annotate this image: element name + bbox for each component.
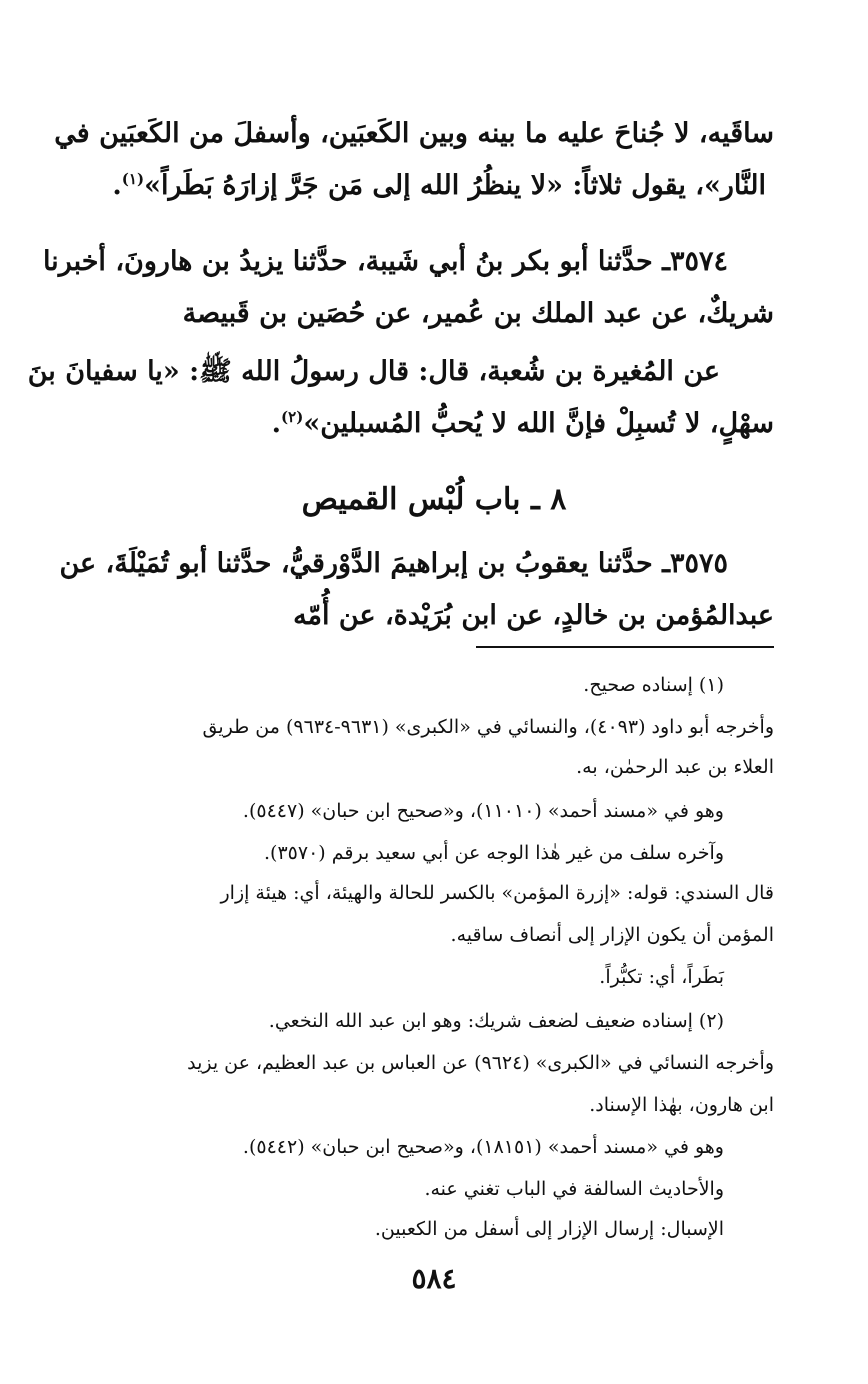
paragraph-hadith-3575 [58, 538, 774, 642]
text-line: شريكٌ، عن عبد الملك بن عُمير، عن حُصَين بن قَبيصة [182, 298, 774, 329]
footnote-marker: (٢) [281, 408, 304, 426]
footnote-line: وأخرجه أبو داود (٤٠٩٣)، والنسائي في «الكبرى» (٩٦٣١-٩٦٣٤) من طريق [202, 716, 774, 738]
page-number: ٥٨٤ [411, 1262, 457, 1295]
footnote-line: وأخرجه النسائي في «الكبرى» (٩٦٢٤) عن العباس بن عبد العظيم، عن يزيد [187, 1052, 774, 1074]
footnote-line: وآخره سلف من غير هٰذا الوجه عن أبي سعيد برقم (٣٥٧٠). [264, 842, 724, 864]
footnote-line: والأحاديث السالفة في الباب تغني عنه. [424, 1178, 724, 1200]
footnote-line: الإسبال: إرسال الإزار إلى أسفل من الكعبين. [374, 1218, 724, 1240]
footnote-line: المؤمن أن يكون الإزار إلى أنصاف ساقيه. [450, 924, 774, 946]
chapter-heading: ٨ ـ باب لُبْس القميص [301, 482, 567, 517]
footnote-line: وهو في «مسند أحمد» (١٨١٥١)، و«صحيح ابن حبان» (٥٤٤٢). [242, 1136, 724, 1158]
footnote-marker: (١) [121, 170, 145, 188]
footnote-line: ابن هارون، بهٰذا الإسناد. [589, 1094, 774, 1116]
footnote-line: بَطَراً، أي: تكبُّراً. [599, 966, 724, 988]
footnote-line: العلاء بن عبد الرحمٰن، به. [576, 756, 774, 778]
text-line: عن المُغيرة بن شُعبة، قال: قال رسولُ الله ﷺ: «يا سفيانَ بنَ [27, 356, 720, 387]
text-segment: . [112, 170, 122, 201]
footnote-line: (١) إسناده صحيح. [583, 674, 724, 696]
footnote-line: وهو في «مسند أحمد» (١١٠١٠)، و«صحيح ابن حبان» (٥٤٤٧). [242, 800, 724, 822]
text-segment: سهْلٍ، لا تُسبِلْ فإنَّ الله لا يُحبُّ المُسبلين» [303, 408, 774, 439]
footnote-line: قال السندي: قوله: «إزرة المؤمن» بالكسر للحالة والهيئة، أي: هيئة إزار [220, 882, 774, 904]
paragraph-hadith-matn [27, 346, 774, 450]
text-line [58, 160, 774, 212]
footnote-line: (٢) إسناده ضعيف لضعف شريك: وهو ابن عبد الله النخعي. [268, 1010, 724, 1032]
text-segment: . [271, 408, 282, 439]
text-segment: النَّار»، يقول ثلاثاً: «لا ينظُرُ الله إلى مَن جَرَّ إزارَهُ بَطَراً» [144, 170, 766, 201]
text-line: ساقَيه، لا جُناحَ عليه ما بينه وبين الكَعبَين، وأسفلَ من الكَعبَين في [54, 118, 774, 149]
paragraph-hadith-3574 [42, 236, 774, 340]
text-line [58, 398, 774, 450]
text-line: ٣٥٧٥ـ حدَّثنا يعقوبُ بن إبراهيمَ الدَّوْرقيُّ، حدَّثنا أبو تُمَيْلَةَ، عن [59, 548, 728, 579]
footnote-separator [476, 646, 774, 648]
text-line: ٣٥٧٤ـ حدَّثنا أبو بكر بنُ أبي شَيبة، حدَّثنا يزيدُ بن هارونَ، أخبرنا [42, 246, 728, 277]
paragraph-hadith-end [54, 108, 774, 212]
text-line: عبدالمُؤمن بن خالدٍ، عن ابن بُرَيْدة، عن أُمّه [293, 600, 774, 631]
